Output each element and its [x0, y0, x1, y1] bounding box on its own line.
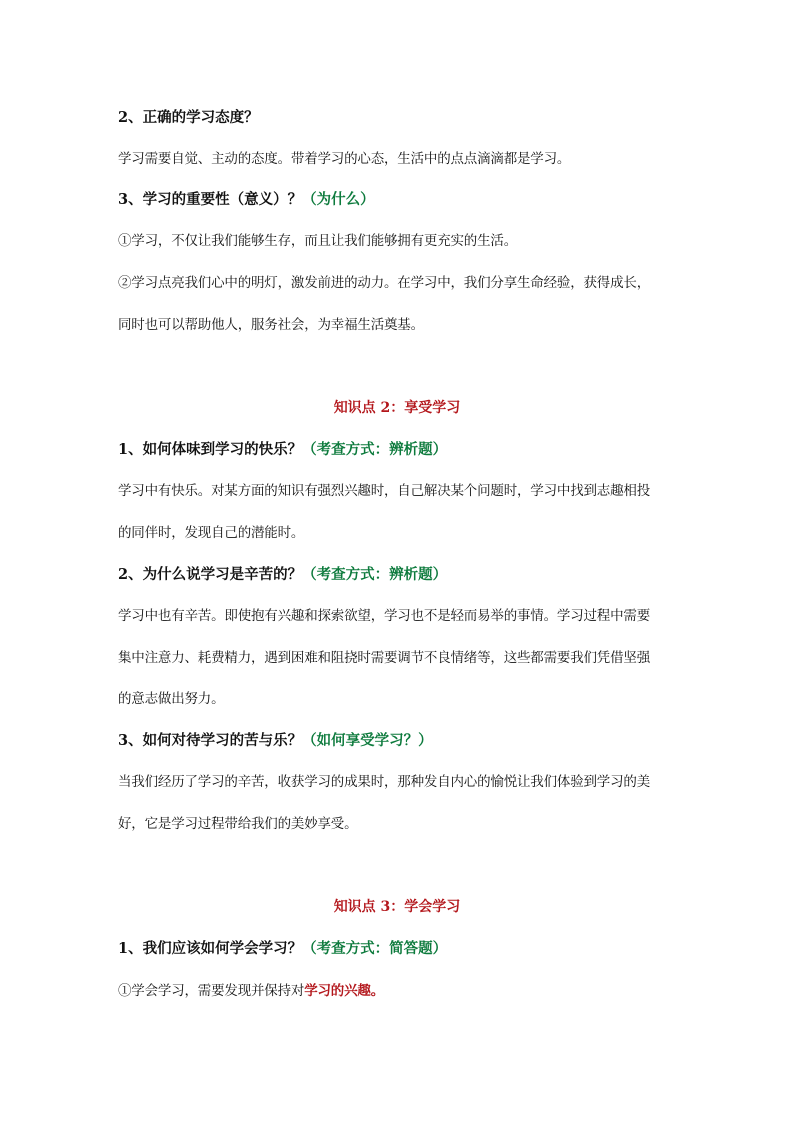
- answer-paragraph: [118, 273, 688, 293]
- heading-text: 2、为什么说学习是辛苦的？: [118, 566, 303, 583]
- question-heading: [118, 939, 688, 959]
- question-heading: [118, 190, 688, 210]
- answer-paragraph: [118, 606, 688, 626]
- section-title: 知识点 2：享受学习: [333, 400, 461, 416]
- paragraph-text: ①学习，不仅让我们能够生存，而且让我们能够拥有更充实的生活。: [118, 233, 517, 249]
- paragraph-text: 集中注意力、耗费精力，遇到困难和阻挠时需要调节不良情绪等，这些都需要我们凭借坚强: [118, 650, 650, 666]
- question-hint: （考查方式：简答题）: [302, 940, 448, 957]
- heading-text: 1、我们应该如何学会学习？: [118, 940, 303, 957]
- answer-paragraph-continued: [118, 648, 688, 668]
- answer-paragraph-continued: [118, 523, 688, 543]
- paragraph-text: 同时也可以帮助他人，服务社会，为幸福生活奠基。: [118, 317, 424, 333]
- answer-paragraph-continued: [118, 689, 688, 709]
- question-heading: [118, 565, 688, 585]
- paragraph-text: ②学习点亮我们心中的明灯，激发前进的动力。在学习中，我们分享生命经验，获得成长，: [118, 275, 650, 291]
- heading-text: 3、如何对待学习的苦与乐？: [118, 732, 303, 749]
- paragraph-text: 学习需要自觉、主动的态度。带着学习的心态，生活中的点点滴滴都是学习。: [118, 151, 571, 167]
- question-heading: [118, 440, 688, 460]
- answer-paragraph: [118, 149, 688, 169]
- question-hint: （为什么）: [302, 191, 375, 208]
- question-hint: （考查方式：辨析题）: [302, 441, 448, 458]
- answer-paragraph-continued: [118, 315, 688, 335]
- question-heading: [118, 731, 688, 751]
- paragraph-text: 好，它是学习过程带给我们的美妙享受。: [118, 816, 358, 832]
- heading-text: 1、如何体味到学习的快乐？: [118, 441, 303, 458]
- paragraph-text: 学习中有快乐。对某方面的知识有强烈兴趣时，自己解决某个问题时，学习中找到志趣相投: [118, 483, 650, 499]
- question-hint: （如何享受学习？）: [302, 732, 433, 749]
- paragraph-text: 的意志做出努力。: [118, 691, 225, 707]
- question-heading: [118, 108, 688, 128]
- paragraph-text: 的同伴时，发现自己的潜能时。: [118, 525, 305, 541]
- question-hint: （考查方式：辨析题）: [302, 566, 448, 583]
- emphasis-text: 学习的兴趣。: [304, 983, 385, 999]
- heading-text: 3、学习的重要性（意义）？: [118, 191, 303, 208]
- heading-text: 2、正确的学习态度？: [118, 109, 259, 126]
- answer-paragraph-continued: [118, 814, 688, 834]
- answer-paragraph: [118, 981, 688, 1001]
- section-title: 知识点 3：学会学习: [333, 899, 461, 915]
- paragraph-text: 当我们经历了学习的辛苦，收获学习的成果时，那种发自内心的愉悦让我们体验到学习的美: [118, 774, 650, 790]
- paragraph-text: 学习中也有辛苦。即使抱有兴趣和探索欲望，学习也不是轻而易举的事情。学习过程中需要: [118, 608, 650, 624]
- answer-paragraph: [118, 231, 688, 251]
- paragraph-text: ①学会学习，需要发现并保持对: [118, 983, 305, 999]
- answer-paragraph: [118, 481, 688, 501]
- answer-paragraph: [118, 772, 688, 792]
